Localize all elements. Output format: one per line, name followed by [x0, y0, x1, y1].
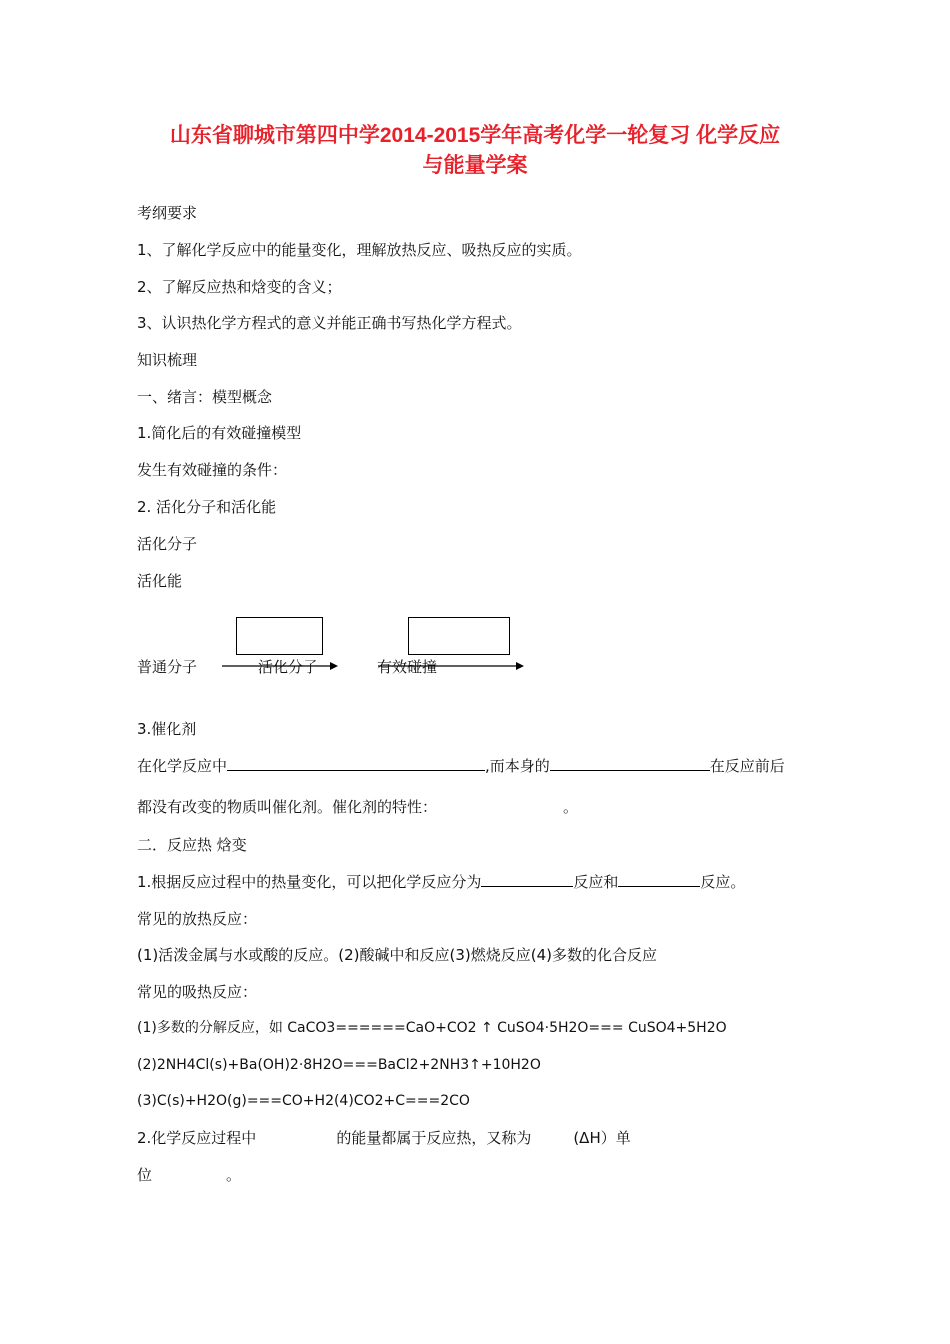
exothermic-title: 常见的放热反应：	[137, 910, 258, 928]
document-title-line-2: 与能量学案	[422, 154, 528, 177]
arrowhead-2	[516, 662, 524, 670]
active-molecule-label: 活化分子	[137, 535, 198, 553]
classification-blank-1[interactable]	[481, 872, 573, 887]
exam-requirements-heading: 考纲要求	[137, 204, 198, 222]
catalyst-blank-2[interactable]	[550, 756, 710, 771]
catalyst-text-d: 都没有改变的物质叫催化剂。催化剂的特性：	[137, 798, 438, 816]
requirement-3: 3、认识热化学方程式的意义并能正确书写热化学方程式。	[137, 314, 522, 332]
exothermic-list: (1)活泼金属与水或酸的反应。(2)酸碱中和反应(3)燃烧反应(4)多数的化合反应	[137, 946, 657, 964]
catalyst-blank-1[interactable]	[227, 756, 485, 771]
requirement-1: 1、了解化学反应中的能量变化，理解放热反应、吸热反应的实质。	[137, 241, 582, 259]
catalyst-text-a: 在化学反应中	[137, 757, 228, 775]
endothermic-example-2: (2)2NH4Cl(s)+Ba(OH)2·8H2O===BaCl2+2NH3↑+10H2O	[137, 1057, 541, 1073]
endothermic-example-3: (3)C(s)+H2O(g)===CO+H2(4)CO2+C===2CO	[137, 1093, 470, 1109]
catalyst-text-c: 在反应前后	[709, 757, 785, 775]
arrowhead-1	[330, 662, 338, 670]
reaction-heat-text-c: (ΔH）单	[573, 1129, 631, 1147]
reaction-heat-text-b: 的能量都属于反应热，又称为	[336, 1129, 532, 1147]
catalyst-definition	[137, 756, 785, 776]
reaction-heat-text-a: 2.化学反应过程中	[137, 1129, 257, 1147]
collision-model-heading: 1.简化后的有效碰撞模型	[137, 424, 302, 442]
active-molecule-diagram-label: 活化分子	[258, 658, 319, 676]
reaction-classification	[137, 872, 745, 892]
classification-text-c: 反应。	[700, 873, 746, 891]
collision-condition: 发生有效碰撞的条件：	[137, 461, 288, 479]
activation-energy-label: 活化能	[137, 572, 183, 590]
knowledge-heading: 知识梳理	[137, 351, 198, 369]
catalyst-text-e: 。	[563, 798, 579, 816]
unit-text-a: 位	[137, 1166, 153, 1184]
effective-collision-label: 有效碰撞	[377, 658, 438, 676]
catalyst-heading: 3.催化剂	[137, 720, 197, 738]
classification-text-b: 反应和	[573, 873, 619, 891]
endothermic-title: 常见的吸热反应：	[137, 983, 258, 1001]
unit-text-b: 。	[226, 1166, 242, 1184]
catalyst-text-b: ,而本身的	[485, 757, 550, 775]
classification-text-a: 1.根据反应过程中的热量变化，可以把化学反应分为	[137, 873, 482, 891]
normal-molecule-label: 普通分子	[137, 658, 198, 676]
endothermic-example-1: (1)多数的分解反应，如 CaCO3======CaO+CO2 ↑ CuSO4·5H2O=== CuSO4+5H2O	[137, 1020, 727, 1036]
part2-heading: 二．反应热 焓变	[137, 836, 247, 854]
document-title-line-1: 山东省聊城市第四中学2014-2015学年高考化学一轮复习 化学反应	[169, 124, 781, 147]
activation-heading: 2. 活化分子和活化能	[137, 498, 277, 516]
reaction-heat-unit	[137, 1165, 241, 1185]
reaction-heat-definition	[137, 1128, 631, 1148]
requirement-2: 2、了解反应热和焓变的含义；	[137, 278, 342, 296]
classification-blank-2[interactable]	[618, 872, 700, 887]
part1-heading: 一、绪言：模型概念	[137, 388, 273, 406]
catalyst-definition-cont	[137, 797, 578, 817]
